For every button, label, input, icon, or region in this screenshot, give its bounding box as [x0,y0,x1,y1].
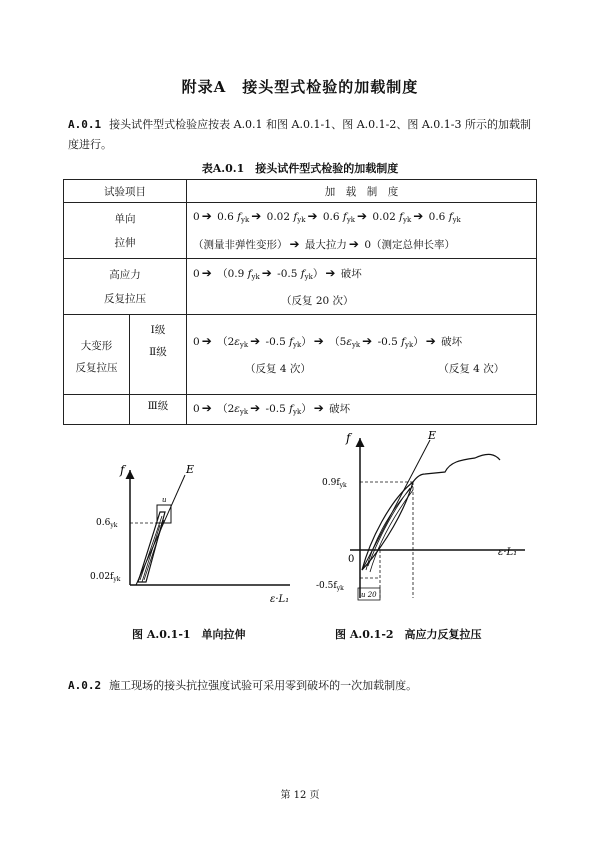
arrow-icon: ➔ [201,400,212,415]
section-a01 [68,115,538,155]
arrow-icon: ➔ [413,209,424,223]
row-label: 大变形 反复拉压 Ⅰ级 Ⅱ级 [64,315,187,395]
tick-0.9fyk: $0.9f_{yk}$ [322,478,347,489]
table-header-row [64,180,537,203]
row-label: 单向 拉伸 [64,203,187,259]
procedure-cell [187,203,537,259]
table-row-high-stress [64,259,537,315]
repeat-note-line: （反复 4 次） （反复 4 次） [245,362,505,375]
y-axis-label: f [346,431,351,445]
repeat-note: （反复 20 次） [281,294,354,307]
arrow-icon: ➔ [313,400,324,415]
header-loading-procedure: 加 载 制 度 [187,180,537,203]
table-row-grade-3 [64,395,537,425]
tick-0.02fyk: $0.02f_{yk}$ [90,572,121,583]
arrow-icon: ➔ [325,265,336,280]
section-number: A.0.1 [68,118,102,131]
arrow-icon: ➔ [251,209,262,223]
procedure-line: 0 ➔ （$2\varepsilon_{yk}$ ➔ -0.5 $f_{yk}$） ➔ （$5\varepsilon_{yk}$ ➔ -0.5 $f_{yk}$） ➔ 破坏 [193,329,536,357]
y-axis-label: f [120,463,125,477]
row-label [64,395,187,425]
origin-label: 0 [348,554,355,565]
u20-label: u 20 [361,591,377,599]
u-label: u [162,496,167,504]
arrow-icon: ➔ [289,237,300,251]
section-text: 施工现场的接头抗拉强度试验可采用零到破坏的一次加载制度。 [109,679,418,692]
arrow-icon: ➔ [250,400,261,415]
arrow-icon: ➔ [425,333,436,348]
arrow-icon: ➔ [261,265,272,280]
grade-3-label: Ⅲ级 [147,400,169,412]
figure-1-caption: 图 A.0.1-1 单向拉伸 [132,628,246,641]
arrow-icon: ➔ [201,265,212,280]
table-caption: 表A.0.1 接头试件型式检验的加载制度 [201,162,399,175]
arrow-icon: ➔ [348,237,359,251]
x-axis-label: ε·L₁ [270,594,290,605]
procedure-cell [187,315,537,395]
grade-1-label: Ⅰ级 [150,324,166,336]
arrow-icon: ➔ [357,209,368,223]
grade-2-label: Ⅱ级 [149,346,167,358]
procedure-line: 0 ➔ （0.9 $f_{yk}$ ➔ -0.5 $f_{yk}$） ➔ 破坏 [193,261,536,289]
procedure-line: 0 ➔ 0.6 $f_{yk}$ ➔ 0.02 $f_{yk}$ ➔ 0.6 $f_{yk}$ ➔ 0.02 $f_{yk}$ ➔ 0.6 $f_{yk}$ [193,204,536,232]
arrow-icon: ➔ [307,209,318,223]
arrow-icon: ➔ [250,333,261,348]
table-row-uniaxial-tension [64,203,537,259]
page-number: 第 12 页 [280,790,320,801]
procedure-cell: 0 ➔ （$2\varepsilon_{yk}$ ➔ -0.5 $f_{yk}$） ➔ 破坏 [187,395,537,425]
table-row-large-deformation [64,315,537,395]
section-number: A.0.2 [68,679,102,692]
procedure-note-line: （测量非弹性变形） ➔ 最大拉力 ➔ 0（测定总伸长率） [193,232,536,257]
tick-0.6fyk: $0.6_{yk}$ [96,518,118,529]
loading-procedure-table [63,179,537,425]
arrow-icon: ➔ [313,333,324,348]
arrow-icon: ➔ [201,209,212,223]
section-text: 接头试件型式检验应按表 A.0.1 和图 A.0.1-1、图 A.0.1-2、图 A.0.1-3 所示的加载制度进行。 [68,118,531,151]
figure-2-caption: 图 A.0.1-2 高应力反复拉压 [335,628,482,641]
e-label: E [186,463,195,476]
arrow-icon: ➔ [362,333,373,348]
arrow-icon: ➔ [201,333,212,348]
figure-uniaxial-tension [90,430,320,620]
header-test-item: 试验项目 [64,180,187,203]
figure-high-stress-cyclic [310,430,540,605]
page-title: 附录A 接头型式检验的加载制度 [181,78,419,96]
failure-curve [413,454,500,482]
procedure-cell [187,259,537,315]
section-a02 [68,676,538,696]
e-label: E [428,430,437,442]
row-label: 高应力 反复拉压 [64,259,187,315]
x-axis-label: ε·L₁ [498,547,518,558]
tick-neg0.5fyk: $-0.5f_{yk}$ [316,581,344,592]
